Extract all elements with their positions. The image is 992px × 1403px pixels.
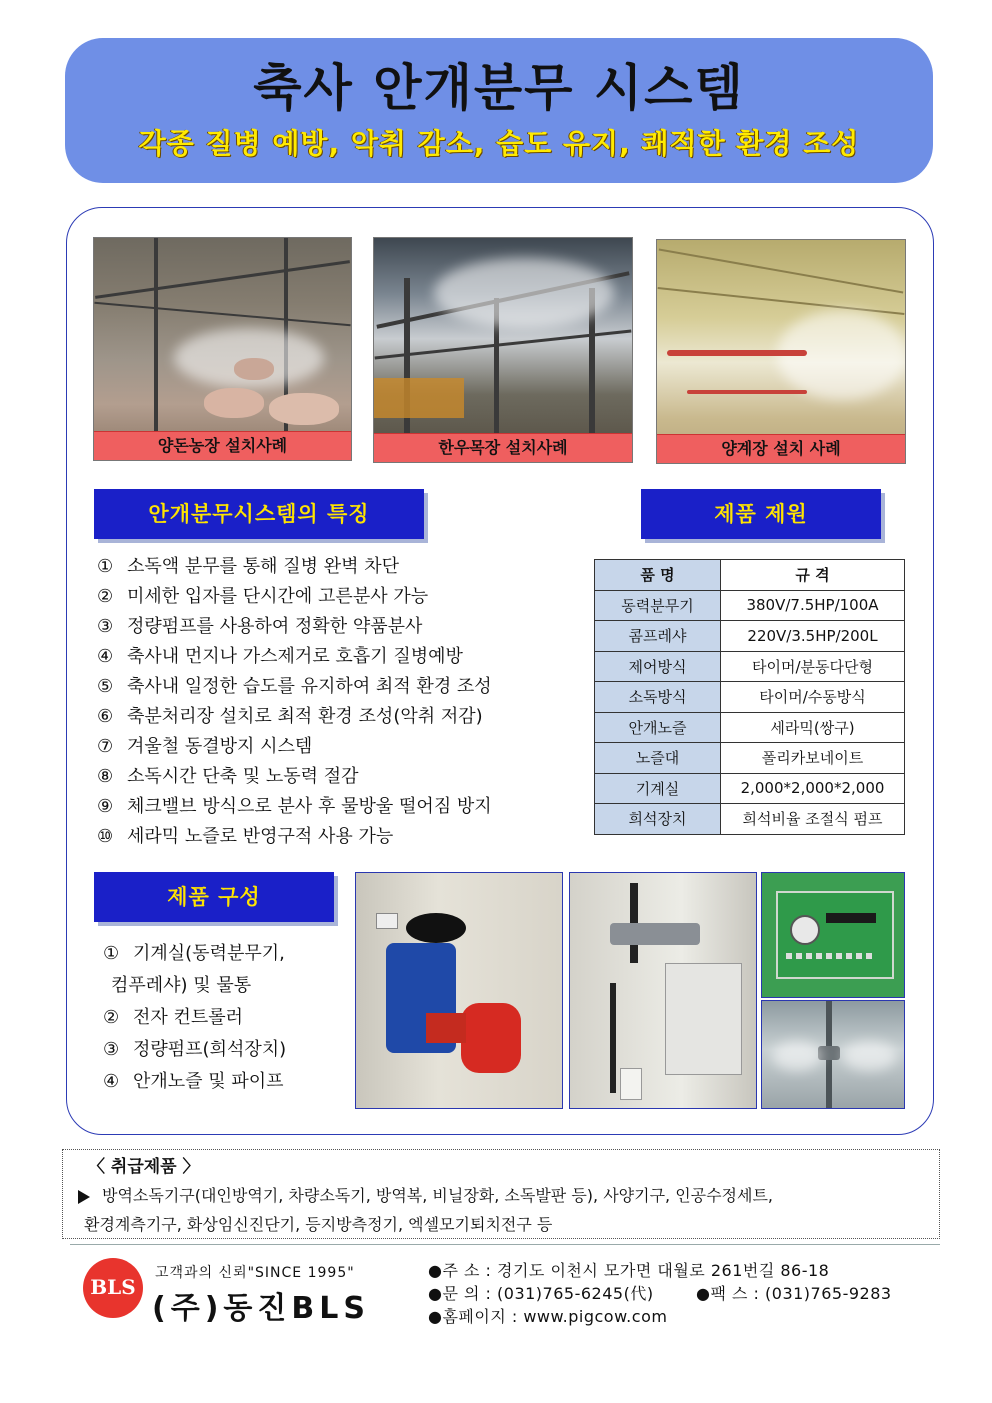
spec-value: 타이머/수동방식 (721, 682, 905, 713)
feature-number: ⑤ (97, 676, 114, 697)
composition-item (103, 1002, 343, 1034)
spec-value: 폴리카보네이트 (721, 743, 905, 774)
composition-text: 컴푸레샤) 및 물통 (111, 975, 252, 996)
divider (70, 1244, 940, 1245)
company-homepage: ●홈페이지 : www.pigcow.com (428, 1307, 668, 1326)
feature-item (97, 642, 577, 672)
spec-name: 제어방식 (595, 651, 721, 682)
spec-value: 380V/7.5HP/100A (721, 590, 905, 621)
composition-item (103, 1066, 343, 1098)
photo-pig-farm (93, 237, 352, 461)
feature-item (97, 582, 577, 612)
spec-name: 안개노즐 (595, 712, 721, 743)
spec-name: 희석장치 (595, 804, 721, 835)
spec-header-name: 품 명 (595, 560, 721, 591)
company-slogan: 고객과의 신뢰"SINCE 1995" (155, 1265, 355, 1281)
photo-poultry-farm (656, 239, 906, 464)
spec-value: 타이머/분동다단형 (721, 651, 905, 682)
feature-item (97, 552, 577, 582)
spec-row (595, 743, 905, 774)
spec-value: 220V/3.5HP/200L (721, 621, 905, 652)
spec-value: 2,000*2,000*2,000 (721, 773, 905, 804)
spec-name: 노즐대 (595, 743, 721, 774)
feature-item (97, 822, 577, 852)
composition-list (103, 938, 343, 1098)
feature-number: ⑨ (97, 796, 114, 817)
feature-text: 소독액 분무를 통해 질병 완벽 차단 (127, 556, 400, 577)
spec-row (595, 773, 905, 804)
spec-value: 희석비율 조절식 펌프 (721, 804, 905, 835)
spec-row (595, 804, 905, 835)
composition-heading: 제품 구성 (94, 872, 334, 922)
spec-value: 세라믹(쌍구) (721, 712, 905, 743)
page-subtitle: 각종 질병 예방, 악취 감소, 습도 유지, 쾌적한 환경 조성 (138, 127, 860, 160)
feature-text: 체크밸브 방식으로 분사 후 물방울 떨어짐 방지 (127, 796, 492, 817)
feature-number: ① (97, 556, 114, 577)
handled-products-line (78, 1183, 773, 1206)
spec-row (595, 682, 905, 713)
features-list (97, 552, 577, 852)
company-address: ●주 소 : 경기도 이천시 모가면 대월로 261번길 86-18 (428, 1261, 830, 1280)
feature-item (97, 702, 577, 732)
composition-text: 안개노즐 및 파이프 (133, 1071, 284, 1092)
page-title: 축사 안개분무 시스템 (253, 59, 745, 117)
composition-number: ② (103, 1007, 120, 1028)
feature-number: ⑩ (97, 826, 114, 847)
composition-number: ③ (103, 1039, 120, 1060)
spec-row (595, 621, 905, 652)
photo-controller-pump (569, 872, 757, 1109)
feature-text: 축분처리장 설치로 최적 환경 조성(악취 저감) (127, 706, 483, 727)
feature-text: 겨울철 동결방지 시스템 (127, 736, 313, 757)
composition-number: ④ (103, 1071, 120, 1092)
feature-number: ④ (97, 646, 114, 667)
spec-heading: 제품 제원 (641, 489, 881, 539)
photo-caption: 양돈농장 설치사례 (94, 431, 351, 460)
feature-text: 소독시간 단축 및 노동력 절감 (127, 766, 359, 787)
spec-table (594, 559, 905, 835)
company-phone: ●문 의 : (031)765-6245(代) (428, 1284, 654, 1303)
feature-text: 축사내 먼지나 가스제거로 호흡기 질병예방 (127, 646, 463, 667)
photo-caption: 한우목장 설치사례 (374, 433, 632, 462)
company-logo: BLS (83, 1258, 143, 1318)
spec-name: 기계실 (595, 773, 721, 804)
feature-item (97, 792, 577, 822)
composition-text: 전자 컨트롤러 (133, 1007, 244, 1028)
feature-text: 세라믹 노즐로 반영구적 사용 가능 (127, 826, 394, 847)
photo-electronic-controller (761, 872, 905, 998)
company-name: (주)동진BLS (152, 1291, 370, 1326)
spec-row (595, 651, 905, 682)
feature-text: 미세한 입자를 단시간에 고른분사 가능 (127, 586, 429, 607)
spec-header-value: 규 격 (721, 560, 905, 591)
photo-cattle-farm (373, 237, 633, 463)
feature-number: ② (97, 586, 114, 607)
photo-fog-nozzle (761, 1000, 905, 1109)
feature-item (97, 612, 577, 642)
feature-text: 축사내 일정한 습도를 유지하여 최적 환경 조성 (127, 676, 492, 697)
spec-name: 소독방식 (595, 682, 721, 713)
composition-item (103, 970, 343, 1002)
feature-number: ⑥ (97, 706, 114, 727)
feature-item (97, 732, 577, 762)
handled-products-title: 〈 취급제품 〉 (88, 1157, 200, 1177)
bullet-triangle-icon (78, 1190, 90, 1204)
photo-machine-room (355, 872, 563, 1109)
photo-caption: 양계장 설치 사례 (657, 434, 905, 463)
composition-item (103, 1034, 343, 1066)
feature-item (97, 672, 577, 702)
company-fax: ●팩 스 : (031)765-9283 (696, 1284, 892, 1303)
composition-number: ① (103, 943, 120, 964)
feature-number: ⑦ (97, 736, 114, 757)
spec-row (595, 712, 905, 743)
feature-number: ③ (97, 616, 114, 637)
features-heading: 안개분무시스템의 특징 (94, 489, 424, 539)
spec-name: 동력분무기 (595, 590, 721, 621)
feature-item (97, 762, 577, 792)
feature-text: 정량펌프를 사용하여 정확한 약품분사 (127, 616, 423, 637)
spec-row (595, 590, 905, 621)
composition-item (103, 938, 343, 970)
handled-products-text: 방역소독기구(대인방역기, 차량소독기, 방역복, 비닐장화, 소독발판 등), 사양기구, 인공수정세트, (102, 1186, 774, 1205)
composition-text: 정량펌프(희석장치) (133, 1039, 287, 1060)
feature-number: ⑧ (97, 766, 114, 787)
spec-header-row (595, 560, 905, 591)
spec-name: 콤프레샤 (595, 621, 721, 652)
composition-text: 기계실(동력분무기, (133, 943, 285, 964)
handled-products-line: 환경계측기구, 화상임신진단기, 등지방측정기, 엑셀모기퇴치전구 등 (84, 1215, 553, 1234)
